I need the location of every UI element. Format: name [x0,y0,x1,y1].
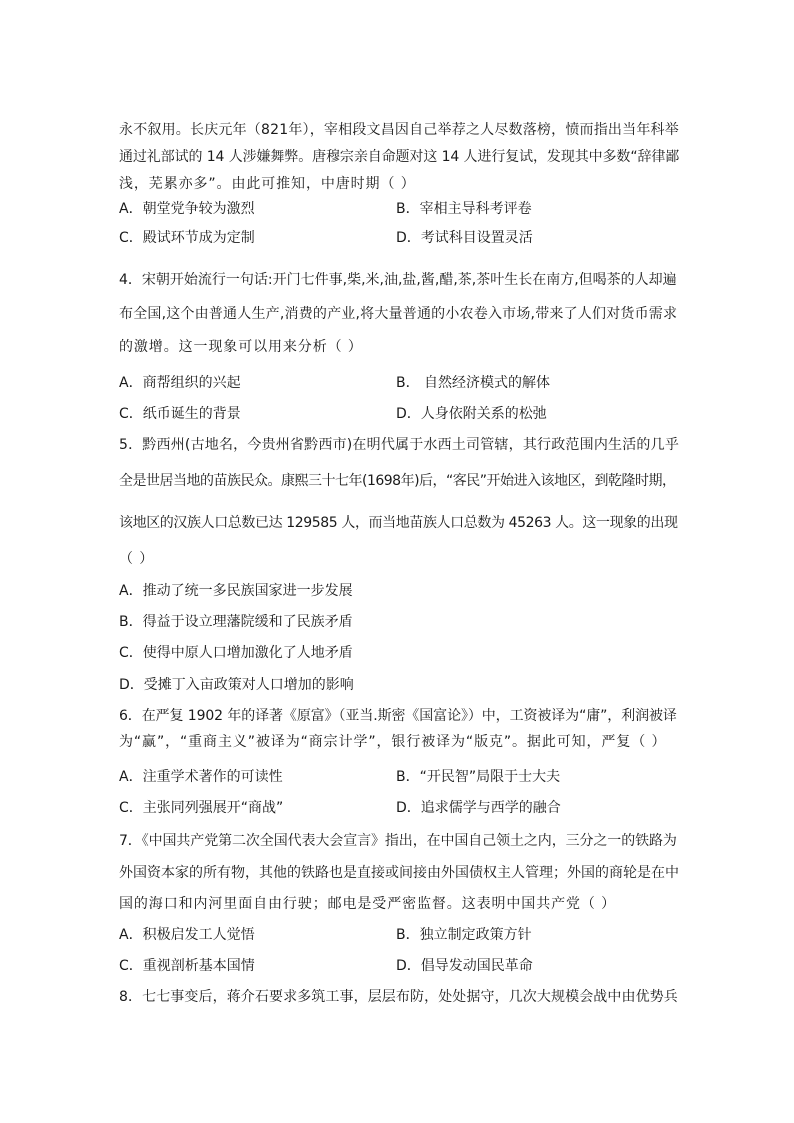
q4-line-3: 的激增。这一现象可以用来分析（ ） [119,339,363,355]
q5-option-a[interactable]: A．推动了统一多民族国家进一步发展 [119,583,353,599]
q3-line-1: 永不叙用。长庆元年（821年），宰相段文昌因自己举荐之人尽数落榜，愤而指出当年科举 [119,122,679,138]
q4-line-1: 4．宋朝开始流行一句话:开门七件事,柴,米,油,盐,酱,醋,茶,茶叶生长在南方,但喝茶的人却遍 [119,272,677,288]
q3-line-2: 通过礼部试的 14 人涉嫌舞弊。唐穆宗亲自命题对这 14 人进行复试，发现其中多数“辞律鄙 [119,149,680,165]
q6-line-2: 为“赢”，“重商主义”被译为“商宗计学”，银行被译为“版克”。据此可知，严复（ ） [119,734,667,750]
q7-line-3: 国的海口和内河里面自由行驶；邮电是受严密监督。这表明中国共产党（ ） [119,896,617,912]
q4-option-a[interactable]: A．商帮组织的兴起 [119,375,241,391]
q6-line-1: 6．在严复 1902 年的译著《原富》（亚当.斯密《国富论》）中，工资被译为“庸”，利润被译 [119,708,677,724]
q5-line-4: （ ） [119,551,155,567]
q3-line-3: 浅，芜累亦多”。由此可推知，中唐时期（ ） [119,176,416,192]
q6-option-d[interactable]: D．追求儒学与西学的融合 [396,800,561,816]
q8-line-1: 8．七七事变后，蒋介石要求多筑工事，层层布防，处处据守，几次大规模会战中由优势兵 [119,989,678,1005]
q5-line-1: 5．黔西州(古地名，今贵州省黔西市)在明代属于水西土司管辖，其行政范围内生活的几乎 [119,437,680,453]
q7-option-d[interactable]: D．倡导发动国民革命 [396,958,533,974]
q7-option-a[interactable]: A．积极启发工人觉悟 [119,927,255,943]
q6-option-c[interactable]: C．主张同列强展开“商战” [119,800,284,816]
q4-option-b[interactable]: B． 自然经济模式的解体 [396,375,551,391]
q5-option-d[interactable]: D．受摊丁入亩政策对人口增加的影响 [119,677,354,693]
q4-option-c[interactable]: C．纸币诞生的背景 [119,406,241,422]
q7-option-b[interactable]: B．独立制定政策方针 [396,927,532,943]
q3-option-c[interactable]: C．殿试环节成为定制 [119,230,255,246]
q4-option-d[interactable]: D．人身依附关系的松弛 [396,406,547,422]
q5-option-b[interactable]: B．得益于设立理藩院缓和了民族矛盾 [119,614,353,630]
q5-option-c[interactable]: C．使得中原人口增加激化了人地矛盾 [119,645,353,661]
q4-line-2: 布全国,这个由普通人生产,消费的产业,将大量普通的小农卷入市场,带来了人们对货币需求 [119,306,678,322]
q7-line-2: 外国资本家的所有物，其他的铁路也是直接或间接由外国债权主人管理；外国的商轮是在中 [119,865,679,881]
q3-option-b[interactable]: B．宰相主导科考评卷 [396,201,532,217]
q7-option-c[interactable]: C．重视剖析基本国情 [119,958,255,974]
q5-line-3: 该地区的汉族人口总数已达 129585 人，而当地苗族人口总数为 45263 人。这一现象的出现 [119,515,678,531]
q6-option-a[interactable]: A．注重学术著作的可读性 [119,769,283,785]
q7-line-1: 7．《中国共产党第二次全国代表大会宣言》指出，在中国自己领土之内，三分之一的铁路为 [119,833,677,849]
q3-option-a[interactable]: A．朝堂党争较为激烈 [119,201,255,217]
q5-line-2: 全是世居当地的苗族民众。康熙三十七年(1698年)后，“客民”开始进入该地区，到乾隆时期， [119,473,676,489]
q3-option-d[interactable]: D．考试科目设置灵活 [396,230,533,246]
q6-option-b[interactable]: B．“开民智”局限于士大夫 [396,769,561,785]
